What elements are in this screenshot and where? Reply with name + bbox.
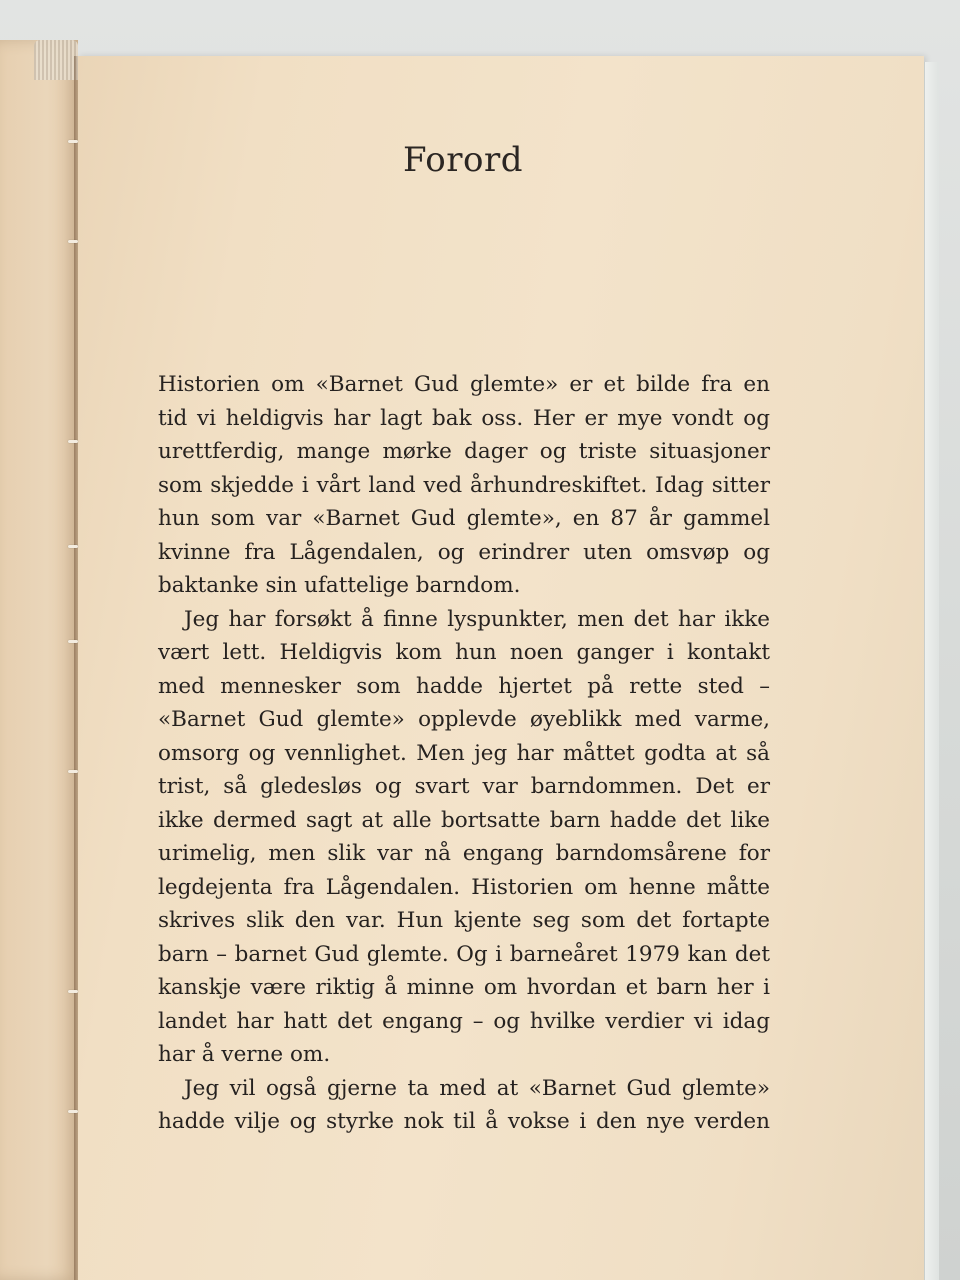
text-line: urettferdig, mange mørke dager og triste situasjoner [158,439,770,464]
text-line: skrives slik den var. Hun kjente seg som det fortapte [158,908,770,933]
text-line: har å verne om. [158,1042,331,1067]
text-line: Jeg har forsøkt å finne lyspunkter, men det har ikke [184,606,770,632]
text-line: trist, så gledesløs og svart var barndommen. Det er [158,774,770,799]
binding-stitch [68,1110,78,1113]
left-page [0,40,78,1280]
text-line: landet har hatt det engang – og hvilke verdier vi idag [158,1008,770,1034]
text-line: kanskje være riktig å minne om hvordan et barn her i [158,975,770,1000]
binding-stitch [68,545,78,548]
text-line: vært lett. Heldigvis kom hun noen ganger i kontakt [158,640,770,665]
binding-stitch [68,440,78,443]
text-line: tid vi heldigvis har lagt bak oss. Her er mye vondt og [158,405,770,431]
text-line: som skjedde i vårt land ved århundreskiftet. Idag sitter [158,472,770,498]
text-line: legdejenta fra Lågendalen. Historien om henne måtte [158,874,770,900]
text-line: Jeg vil også gjerne ta med at «Barnet Gud glemte» [184,1075,770,1101]
text-line: Historien om «Barnet Gud glemte» er et bilde fra en [158,372,770,397]
text-line: omsorg og vennlighet. Men jeg har måttet godta at så [158,740,770,766]
text-line: «Barnet Gud glemte» opplevde øyeblikk med varme, [158,707,770,732]
text-line: med mennesker som hadde hjertet på rette sted – [158,673,770,699]
text-line: barn – barnet Gud glemte. Og i barneåret 1979 kan det [158,941,770,967]
text-line: hadde vilje og styrke nok til å vokse i den nye verden [158,1109,770,1134]
binding-stitch [68,770,78,773]
binding-stitch [68,140,78,143]
binding-stitch [68,990,78,993]
binding-stitch [68,640,78,643]
text-line: ikke dermed sagt at alle bortsatte barn hadde det like [158,807,770,833]
text-line: kvinne fra Lågendalen, og erindrer uten omsvøp og [158,539,770,565]
text-line: baktanke sin ufattelige barndom. [158,573,521,598]
chapter-title: Forord [403,140,523,180]
body-text [158,368,770,1139]
left-page-edge [34,40,78,80]
page-stack-edge [924,62,939,1280]
text-line: hun som var «Barnet Gud glemte», en 87 år gammel [158,506,770,531]
text-line: urimelig, men slik var nå engang barndomsårene for [158,841,770,866]
binding-stitch [68,240,78,243]
